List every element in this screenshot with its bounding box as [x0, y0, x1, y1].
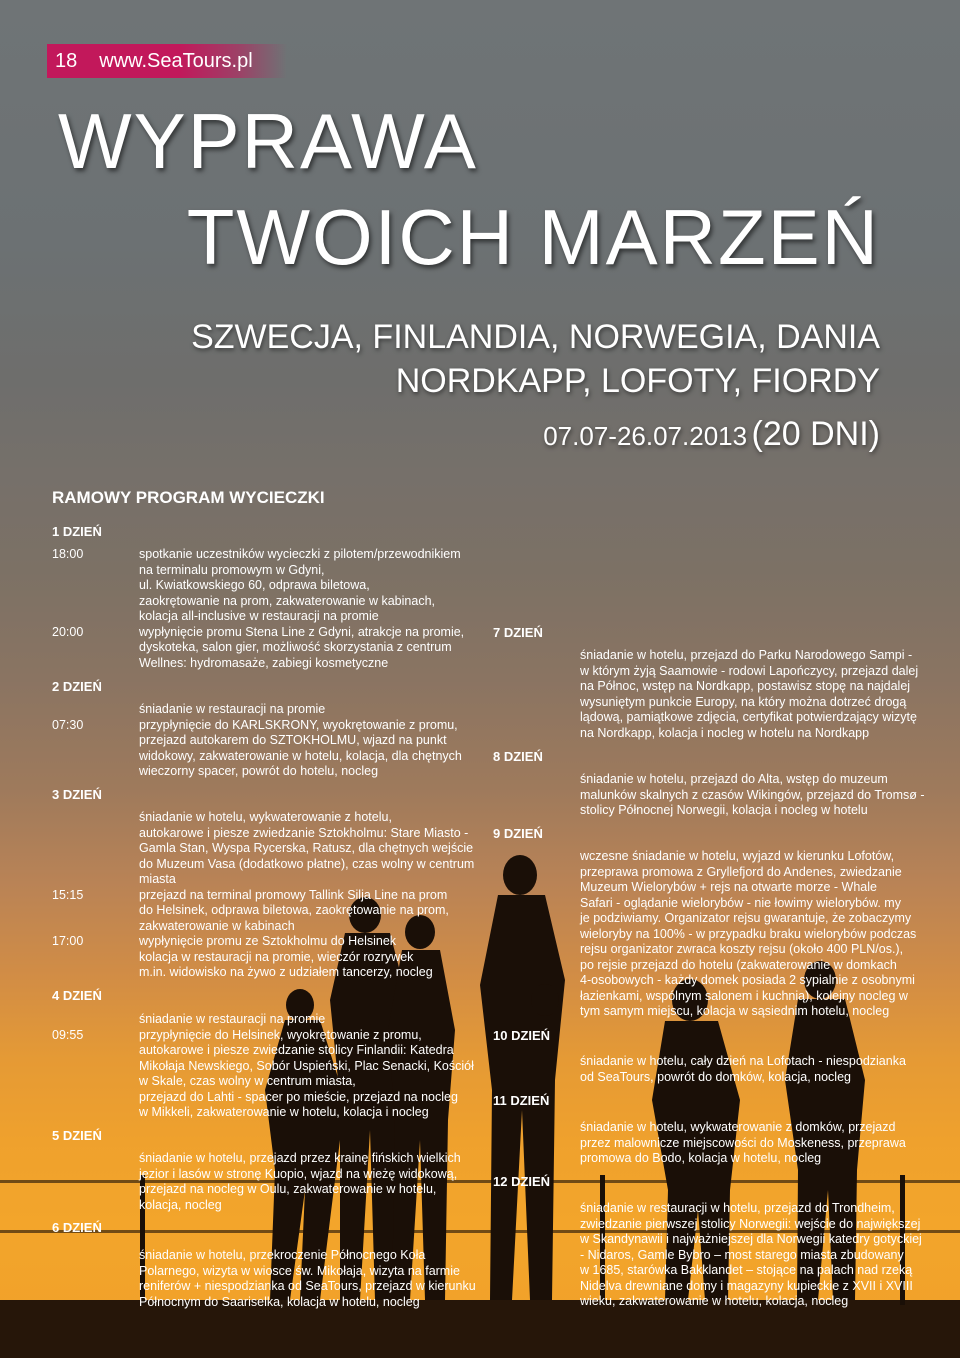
day-11-text	[580, 1120, 906, 1167]
text-line: w Skandynawii i najważniejszej dla Norwegii katedry gotyckiej	[580, 1232, 922, 1246]
text-line: śniadanie w hotelu, cały dzień na Lofotach - niespodzianka	[580, 1054, 906, 1068]
text-line: autokarowe i piesze zwiedzanie Sztokholmu: Stare Miasto -	[139, 825, 469, 840]
time-1515: 15:15	[52, 888, 84, 902]
text-line: wieczorny spacer, powrót do hotelu, nocleg	[139, 764, 379, 778]
text-line: zwiedzanie pierwszej stolicy Norwegii: wejście do największej	[580, 1216, 921, 1231]
time-2000: 20:00	[52, 625, 84, 639]
trip-duration: (20 DNI)	[751, 415, 880, 453]
text-line: śniadanie w hotelu, przejazd do Parku Narodowego Sampi -	[580, 648, 913, 662]
text-line: Polarnego, wizyta w wiosce św. Mikołaja, wizyta na farmie	[139, 1263, 460, 1278]
text-line: rejsu organizator zwraca koszty rejsu (około 400 PLN/os.),	[580, 942, 904, 956]
text-line: łazienkami, wspólnym salonem i kuchnią), kolejny nocleg w	[580, 988, 908, 1003]
text-line: po rejsie przejazd do hotelu (zakwaterowanie w domkach	[580, 957, 897, 972]
title-line-2: TWOICH MARZEŃ	[186, 193, 880, 281]
text-line: stolicy Północnej Norwegii, kolacja i nocleg w hotelu	[580, 803, 868, 817]
day-12-text	[580, 1201, 922, 1310]
text-line: wypłynięcie promu Stena Line z Gdyni, atrakcje na promie,	[139, 624, 465, 639]
text-line: przeprawa promowa z Gryllefjord do Andenes, zwiedzanie	[580, 864, 902, 879]
text-line: w Mikkeli, zakwaterowanie w hotelu, kolacja i nocleg	[139, 1105, 429, 1119]
text-line: przejazd autokarem do SZTOKHOLMU, wjazd na punkt	[139, 733, 447, 747]
text-line: na Nordkapp, kolacja i nocleg w hotelu na Nordkapp	[580, 725, 870, 740]
day-5-label: 5 DZIEŃ	[52, 1128, 102, 1143]
text-line: w którym żyją Saamowie - rodowi Lapończycy, przejazd dalej	[580, 663, 919, 678]
trip-dates-row	[543, 415, 880, 454]
day-3-text	[139, 810, 474, 981]
day-7-label: 7 DZIEŃ	[493, 625, 543, 640]
text-line: śniadanie w restauracji na promie	[139, 1012, 326, 1026]
text-line: w Skale, czas wolny w centrum miasta,	[139, 1074, 356, 1088]
text-line: kolacja, nocleg	[139, 1197, 222, 1212]
text-line: śniadanie w restauracji w hotelu, przejazd do Trondheim,	[580, 1201, 895, 1215]
subtitle-countries: SZWECJA, FINLANDIA, NORWEGIA, DANIA	[191, 318, 880, 356]
text-line: promowa do Bodo, kolacja w hotelu, nocleg	[580, 1151, 822, 1165]
text-line: autokarowe i piesze zwiedzanie stolicy Finlandii: Katedra	[139, 1043, 454, 1057]
text-line: wypłynięcie promu ze Sztokholmu do Helsinek	[139, 934, 397, 948]
time-0730: 07:30	[52, 718, 84, 732]
day-12-label: 12 DZIEŃ	[493, 1174, 551, 1189]
text-line: miasta	[139, 872, 176, 886]
time-1800: 18:00	[52, 547, 84, 561]
text-line: przejazd na nocleg w Oulu, zakwaterowanie w hotelu,	[139, 1182, 437, 1196]
day-9-label: 9 DZIEŃ	[493, 826, 543, 841]
text-line: przypłynięcie do Helsinek, wyokrętowanie z promu,	[139, 1027, 422, 1042]
day-10-text	[580, 1054, 906, 1085]
text-line: śniadanie w restauracji na promie	[139, 702, 326, 716]
time-1700: 17:00	[52, 934, 84, 948]
text-line: wieloryby na 100% - w przypadku braku wielorybów podczas	[580, 926, 917, 941]
text-line: tym samym miejscu, kolacja w sąsiednim hotelu, nocleg	[580, 1004, 890, 1018]
text-line: Safari - oglądanie wielorybów - nie łowimy wielorybów. my	[580, 895, 901, 910]
text-line: - Nidaros, Gamle Bybro – most starego miasta zbudowany	[580, 1247, 904, 1262]
text-line: kolacja all-inclusive w restauracji na promie	[139, 609, 379, 623]
trip-dates: 07.07-26.07.2013	[543, 421, 748, 451]
text-line: reniferów + niespodzianka od SeaTours, przejazd w kierunku	[139, 1279, 476, 1293]
text-line: Muzeum Wielorybów + rejs na otwarte morze - Whale	[580, 880, 877, 894]
day-1-label: 1 DZIEŃ	[52, 524, 102, 539]
day-10-label: 10 DZIEŃ	[493, 1028, 551, 1043]
day-4-text	[139, 1012, 474, 1121]
page-number: 18	[55, 49, 78, 72]
day-6-text	[139, 1248, 476, 1310]
text-line: śniadanie w hotelu, przejazd do Alta, wstęp do muzeum	[580, 772, 888, 786]
text-line: na terminalu promowym w Gdyni,	[139, 562, 325, 577]
day-2-text	[139, 702, 462, 780]
day-11-label: 11 DZIEŃ	[493, 1093, 550, 1108]
text-line: przejazd do Lahti - spacer po mieście, przejazd na nocleg	[139, 1089, 458, 1104]
text-line: 4-osobowych - każdy domek posiada 2 sypialnie z osobnymi	[580, 973, 915, 987]
day-8-text	[580, 772, 925, 819]
text-line: m.in. widowisko na żywo z udziałem tancerzy, nocleg	[139, 965, 433, 979]
page-header-bar	[47, 44, 287, 78]
text-line: od SeaTours, powrót do domków, kolacja, nocleg	[580, 1069, 851, 1084]
text-line: śniadanie w hotelu, przekroczenie Północnego Koła	[139, 1248, 426, 1262]
text-line: dyskoteka, salon gier, możliwość skorzystania z centrum	[139, 640, 452, 654]
text-line: do Muzeum Vasa (dodatkowo płatne), czas wolny w centrum	[139, 856, 475, 871]
subtitle-places: NORDKAPP, LOFOTY, FIORDY	[395, 362, 880, 400]
text-line: jezior i lasów w stronę Kuopio, wjazd na wieżę widokową,	[139, 1166, 458, 1181]
day-9-text	[580, 849, 916, 1020]
text-line: przypłynięcie do KARLSKRONY, wyokrętowanie z promu,	[139, 717, 458, 732]
day-2-label: 2 DZIEŃ	[52, 679, 102, 694]
text-line: wysuniętym punkcie Europy, na który można dotrzeć drogą	[580, 694, 907, 709]
text-line: Mikołaja Newskiego, Sobór Uspieński, Plac Senacki, Kościół	[139, 1058, 474, 1073]
section-title: RAMOWY PROGRAM WYCIECZKI	[52, 488, 325, 507]
text-line: zakwaterowanie w kabinach	[139, 918, 295, 933]
text-line: je podziwiamy. Organizator rejsu gwarantuje, że zobaczymy	[580, 911, 912, 925]
text-line: widokowy, zakwaterowanie w hotelu, kolacja, dla chętnych	[139, 748, 462, 763]
site-link[interactable]: www.SeaTours.pl	[99, 49, 253, 72]
title-line-1: WYPRAWA	[58, 97, 478, 185]
text-line: Wellnes: hydromasaże, zabiegi kosmetyczne	[139, 655, 389, 670]
text-line: śniadanie w hotelu, przejazd przez krainę fińskich wielkich	[139, 1151, 461, 1165]
text-line: kolacja w restauracji na promie, wieczór rozrywek	[139, 949, 414, 964]
text-line: do Helsinek, odprawa biletowa, zaokrętowanie na prom,	[139, 903, 449, 917]
day-1-text	[139, 547, 464, 671]
day-8-label: 8 DZIEŃ	[493, 749, 543, 764]
text-line: lądową, pamiątkowe zdjęcia, certyfikat potwierdzający wizytę	[580, 710, 917, 724]
text-line: śniadanie w hotelu, wykwaterowanie z domków, przejazd	[580, 1120, 896, 1134]
text-line: w 1685, starówka Bakklandet – stojące na palach nad rzeką	[580, 1263, 913, 1277]
text-line: Nidelva drewniane domy i magazyny kupieckie z XVII i XVIII	[580, 1278, 913, 1293]
text-line: przez malownicze miejscowości do Moskeness, przeprawa	[580, 1135, 906, 1150]
day-3-label: 3 DZIEŃ	[52, 787, 102, 802]
text-line: Gamla Stan, Wyspa Rycerska, Ratusz, dla chętnych wejście	[139, 841, 474, 855]
day-5-text	[139, 1151, 461, 1213]
text-line: śniadanie w hotelu, wykwaterowanie z hotelu,	[139, 810, 392, 824]
day-4-label: 4 DZIEŃ	[52, 988, 102, 1003]
text-line: wieku, zakwaterowanie w hotelu, kolacja, nocleg	[580, 1294, 849, 1308]
text-line: spotkanie uczestników wycieczki z pilotem/przewodnikiem	[139, 547, 461, 561]
text-line: przejazd na terminal promowy Tallink Silja Line na prom	[139, 887, 448, 902]
day-6-label: 6 DZIEŃ	[52, 1220, 102, 1235]
text-line: na Północ, wstęp na Nordkapp, postawisz stopę na najdalej	[580, 679, 911, 693]
day-7-text	[580, 648, 918, 741]
text-line: Północnym do Saariselka, kolacja w hotelu, nocleg	[139, 1294, 420, 1309]
text-line: ul. Kwiatkowskiego 60, odprawa biletowa,	[139, 578, 370, 592]
text-line: wczesne śniadanie w hotelu, wyjazd w kierunku Lofotów,	[580, 849, 895, 863]
time-0955: 09:55	[52, 1028, 84, 1042]
text-line: malunków skalnych z czasów Wikingów, przejazd do Tromsø -	[580, 787, 925, 802]
text-line: zaokrętowanie na prom, zakwaterowanie w kabinach,	[139, 593, 435, 608]
